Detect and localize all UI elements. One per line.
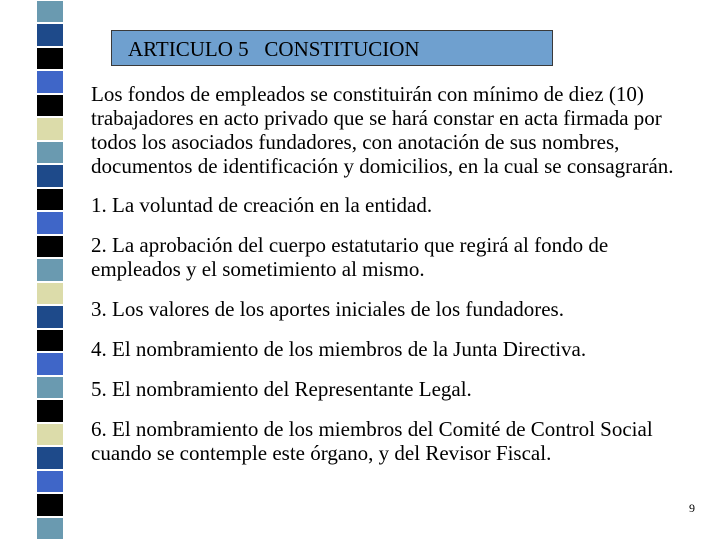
strip-block: [37, 283, 63, 304]
strip-block: [37, 447, 63, 468]
strip-block: [37, 165, 63, 186]
strip-block: [37, 518, 63, 539]
decorative-color-strip: [37, 0, 63, 540]
strip-block: [37, 212, 63, 233]
strip-block: [37, 189, 63, 210]
list-item-2: 2. La aprobación del cuerpo estatutario que regirá al fondo de empleados y el sometimiento al mismo.: [91, 233, 609, 281]
list-item-3: 3. Los valores de los aportes iniciales de los fundadores.: [91, 297, 564, 321]
strip-block: [37, 330, 63, 351]
list-item-5: 5. El nombramiento del Representante Legal.: [91, 377, 472, 401]
strip-block: [37, 1, 63, 22]
list-item-4: 4. El nombramiento de los miembros de la Junta Directiva.: [91, 337, 587, 361]
page-number: 9: [689, 501, 695, 515]
strip-block: [37, 259, 63, 280]
strip-block: [37, 24, 63, 45]
strip-block: [37, 236, 63, 257]
strip-block: [37, 71, 63, 92]
slide-title: ARTICULO 5 CONSTITUCION: [128, 37, 420, 61]
list-item-6: 6. El nombramiento de los miembros del Comité de Control Social cuando se contemple este órgano, y del Revisor Fiscal.: [91, 417, 653, 465]
strip-block: [37, 424, 63, 445]
strip-block: [37, 471, 63, 492]
strip-block: [37, 494, 63, 515]
strip-block: [37, 142, 63, 163]
strip-block: [37, 400, 63, 421]
list-item-1: 1. La voluntad de creación en la entidad.: [91, 193, 433, 217]
intro-paragraph: Los fondos de empleados se constituirán con mínimo de diez (10) trabajadores en acto privado que se hará constar en acta firmada por todos los asociados fundadores, con anotación de sus nombres, documentos de identificación y domicilios, en la cual se consagrarán.: [91, 82, 674, 178]
strip-block: [37, 306, 63, 327]
strip-block: [37, 118, 63, 139]
strip-block: [37, 48, 63, 69]
strip-block: [37, 377, 63, 398]
slide-content: [91, 82, 701, 465]
strip-block: [37, 95, 63, 116]
strip-block: [37, 353, 63, 374]
